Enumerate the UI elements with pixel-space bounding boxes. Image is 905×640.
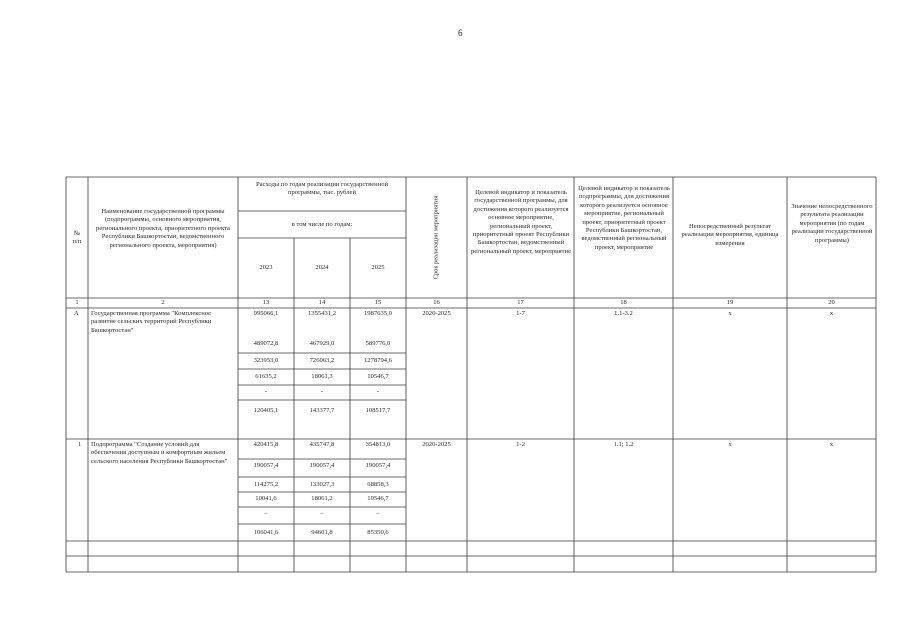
row-1-offbudget-2024: 94601,8: [311, 529, 333, 536]
row-a-offbudget-2024: 143377,7: [309, 407, 335, 414]
row-a-mun-2023: 61635,2: [255, 373, 277, 380]
page-number: 6: [458, 28, 463, 38]
row-1-total-2025: 354813,0: [365, 441, 391, 448]
row-a-offbudget-2025: 108517,7: [365, 407, 391, 414]
row-a-offbudget-2023: 120405,1: [253, 407, 279, 414]
row-a-total-2023: 995066,1: [253, 310, 279, 317]
row-a-other-2024: -: [320, 388, 324, 395]
row-1-target-subprogram: 1.1; 1.2: [613, 441, 634, 448]
header-direct-result: Непосредственный результат реализации мероприятия, единица измерения: [681, 223, 779, 247]
row-a-reg-2025: 1278794,6: [363, 357, 393, 364]
header-year-2025: 2025: [371, 264, 385, 271]
colnum-1: 1: [75, 299, 79, 306]
row-a-mun-2024: 18061,3: [311, 373, 333, 380]
row-a-total-2024: 1355431,2: [307, 310, 337, 317]
colnum-20: 20: [828, 299, 835, 306]
row-a-target-subprogram: 1.1-3.2: [614, 310, 633, 317]
colnum-16: 16: [433, 299, 440, 306]
row-1-reg-2023: 114275,2: [253, 481, 279, 488]
row-a-fed-2024: 467929,0: [309, 340, 335, 347]
header-including: в том числе по годам:: [291, 221, 353, 228]
header-expenses: Расходы по годам реализации государственной программы, тыс. рублей: [255, 181, 389, 197]
row-1-mun-2024: 18061,2: [311, 495, 333, 502]
row-1-direct-value: х: [829, 441, 834, 448]
colnum-14: 14: [318, 299, 326, 306]
header-year-2024: 2024: [315, 264, 329, 271]
row-a-id: А: [74, 310, 79, 317]
header-term: Срок реализации мероприятия: [432, 195, 440, 280]
row-1-total-2024: 435747,8: [309, 441, 335, 448]
colnum-18: 18: [620, 299, 627, 306]
row-1-other-2025: –: [376, 510, 380, 517]
row-1-total-2023: 420415,8: [253, 441, 279, 448]
header-target-program: Целевой индикатор и показатель государственной программы, для достижения которого реализуется основное мероприятие, региональный проект, приоритетный проект Республики Башкортостан, ведомственный региональный проект, мероприятие: [470, 189, 572, 255]
row-1-mun-2025: 10546,7: [367, 495, 389, 502]
row-1-other-2023: –: [264, 510, 268, 517]
row-a-other-2025: -: [376, 388, 380, 395]
row-a-target-program: 1-7: [516, 310, 525, 317]
row-a-reg-2023: 323953,0: [253, 357, 279, 364]
row-a-other-2023: -: [264, 388, 268, 395]
row-1-offbudget-2025: 85350,6: [367, 529, 389, 536]
row-1-reg-2025: 68858,3: [367, 481, 389, 488]
header-target-subprogram: Целевой индикатор и показатель подпрограммы, для достижения которого реализуется основное мероприятие, региональный проект, приоритетный проект Республики Башкортостан, ведомственный региональный проект, мероприятие: [578, 185, 670, 251]
row-1-fed-2025: 190057,4: [365, 462, 391, 469]
colnum-2: 2: [161, 299, 165, 306]
row-1-id: 1: [78, 441, 82, 448]
colnum-17: 17: [517, 299, 524, 306]
row-a-reg-2024: 726063,2: [309, 357, 335, 364]
colnum-19: 19: [726, 299, 734, 306]
row-a-mun-2025: 10546,7: [367, 373, 389, 380]
header-name: Наименование государственной программы (подпрограммы, основного мероприятия, регионального проекта, приоритетного проекта Республики Башкортостан, ведомственного регионального проекта, мероприятия): [96, 208, 230, 249]
row-1-target-program: 1-2: [516, 441, 525, 448]
row-1-mun-2023: 10041,6: [255, 495, 277, 502]
row-1-term: 2020-2025: [422, 441, 451, 448]
row-1-name: Подпрограмма "Создание условий для обеспечения доступным и комфортным жильем сельского населения Республики Башкортостан": [91, 441, 228, 465]
row-a-total-2025: 1987635,0: [363, 310, 393, 317]
row-1-fed-2023: 190057,4: [253, 462, 279, 469]
row-1-fed-2024: 190057,4: [309, 462, 335, 469]
colnum-15: 15: [374, 299, 382, 306]
row-a-fed-2023: 489072,8: [253, 340, 279, 347]
row-a-fed-2025: 589776,0: [365, 340, 391, 347]
row-1-direct-result: х: [728, 441, 732, 448]
row-a-term: 2020-2025: [422, 310, 451, 317]
row-a-name: Государственная программа "Комплексное развитие сельских территорий Республики Башкортостан": [91, 310, 212, 334]
row-1-offbudget-2023: 106041,6: [253, 529, 279, 536]
colnum-13: 13: [262, 299, 270, 306]
header-year-2023: 2023: [259, 264, 273, 271]
header-direct-value: Значение непосредственного результата реализации мероприятия (по годам реализации государственной программы): [791, 203, 873, 244]
header-num: № п/п: [72, 230, 82, 246]
row-1-other-2024: –: [320, 510, 324, 517]
row-a-direct-value: х: [829, 310, 834, 317]
row-a-direct-result: х: [728, 310, 732, 317]
row-1-reg-2024: 133027,3: [309, 481, 335, 488]
